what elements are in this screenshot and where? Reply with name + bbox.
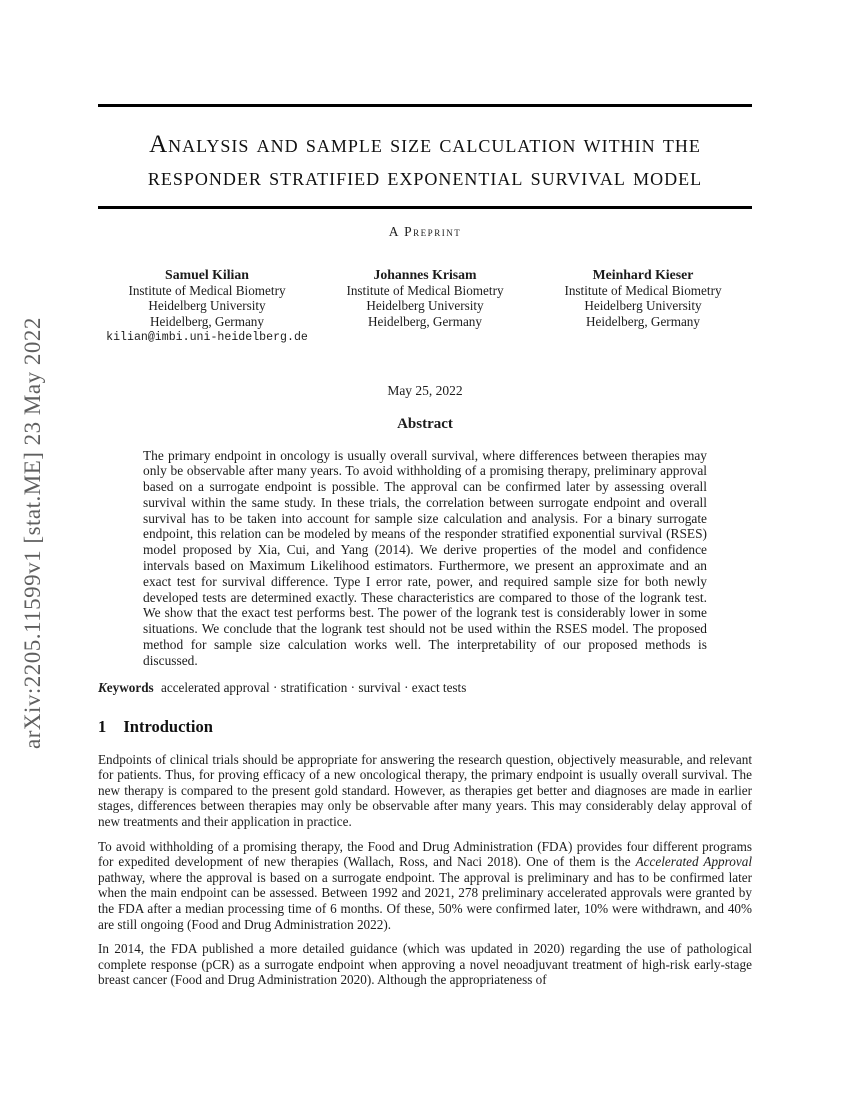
- author-1-institute: Institute of Medical Biometry: [128, 282, 286, 298]
- abstract-text: The primary endpoint in oncology is usually overall survival, where differences between therapies may only be observable after many years. To avoid withholding of a promising therapy, preliminary approval based on a surrogate endpoint is possible. The approval can be confirmed later by assessing overall survival within the same study. In these trials, the correlation between surrogate endpoint and overall survival has to be taken into account for sample size calculation and analysis. For a binary surrogate endpoint, this relation can be modeled by means of the responder stratified exponential survival (RSES) model proposed by Xia, Cui, and Yang (2014). We derive properties of the model and confidence intervals based on Maximum Likelihood estimators. Furthermore, we present an approximate and an exact test for survival difference. Type I error rate, power, and required sample size for both newly developed tests are determined exactly. These characteristics are compared to those of the logrank test. We show that the exact test performs best. The power of the logrank test is considerably lower in some situations. We conclude that the logrank test should not be used within the RSES model. The proposed method for sample size calculation works well. The interpretability of our proposed methods is discussed.: [143, 447, 707, 668]
- author-2-university: Heidelberg University: [366, 298, 484, 313]
- author-3-institute: Institute of Medical Biometry: [564, 282, 722, 298]
- author-2-name: Johannes Krisam: [373, 267, 477, 282]
- keywords-label: [98, 680, 154, 695]
- author-1-university: Heidelberg University: [148, 298, 266, 313]
- title-rule-bottom: [98, 206, 752, 209]
- section-1-title: Introduction: [123, 716, 213, 736]
- paper-title-line2: responder stratified exponential survival model: [147, 164, 703, 191]
- author-1-location: Heidelberg, Germany: [149, 313, 264, 329]
- paper-title-line1: Analysis and sample size calculation within the: [149, 131, 701, 158]
- abstract-heading: Abstract: [397, 415, 453, 432]
- author-2-location: Heidelberg, Germany: [367, 313, 482, 329]
- author-2: [316, 267, 534, 346]
- author-3-name: Meinhard Kieser: [592, 267, 694, 282]
- author-1: [98, 267, 316, 346]
- keywords-label-rest: eywords: [106, 679, 154, 695]
- intro-paragraph-2: [98, 839, 752, 933]
- section-1-number: 1: [98, 716, 107, 736]
- author-1-name: Samuel Kilian: [165, 267, 249, 282]
- author-2-institute: Institute of Medical Biometry: [346, 282, 504, 298]
- intro-paragraph-2-after: pathway, where the approval is based on a surrogate endpoint. The approval is preliminary and has to be confirmed later when the main endpoint can be assessed. Between 1992 and 2021, 278 preliminary accelerated approvals were granted by the FDA after a median processing time of 6 months. Of these, 50% were confirmed later, 10% were withdrawn, and 40% are still ongoing (Food and Drug Administration 2022).: [98, 869, 752, 932]
- author-block: [98, 267, 752, 346]
- preprint-label: A Preprint: [388, 224, 462, 239]
- arxiv-watermark: arXiv:2205.11599v1 [stat.ME] 23 May 2022: [20, 317, 45, 749]
- keywords-label-initial: K: [98, 679, 107, 695]
- accelerated-approval-emphasis: Accelerated Approval: [635, 854, 752, 870]
- intro-paragraph-3: In 2014, the FDA published a more detailed guidance (which was updated in 2020) regarding the use of pathological complete response (pCR) as a surrogate endpoint when approving a novel neoadjuvant treatment of high-risk early-stage breast cancer (Food and Drug Administration 2020). Although the appropriateness of: [98, 941, 752, 988]
- author-3-location: Heidelberg, Germany: [585, 313, 700, 329]
- paper-date: May 25, 2022: [387, 382, 463, 398]
- intro-paragraph-1: Endpoints of clinical trials should be appropriate for answering the research question, objectively measurable, and relevant for patients. Thus, for proving efficacy of a new oncological therapy, the primary endpoint is usually overall survival. The new therapy is compared to the present gold standard. However, as therapies get better and diagnoses are made in earlier stages, differences between therapies may only be observable after many years. This may considerably delay approval of new treatments and their application in practice.: [98, 751, 752, 830]
- author-3: [534, 267, 752, 346]
- section-1-heading: [98, 717, 752, 737]
- keywords-list: accelerated approval · stratification · survival · exact tests: [160, 679, 467, 695]
- author-3-university: Heidelberg University: [584, 298, 702, 313]
- paper-page: [98, 0, 752, 988]
- keywords-line: [98, 680, 752, 696]
- author-1-email: kilian@imbi.uni-heidelberg.de: [106, 331, 308, 344]
- paper-title: [98, 128, 752, 194]
- title-rule-top: [98, 104, 752, 107]
- intro-paragraph-2-before: To avoid withholding of a promising therapy, the Food and Drug Administration (FDA) provides four different programs for expedited development of new therapies (Wallach, Ross, and Naci 2018). One of them is the: [98, 838, 752, 870]
